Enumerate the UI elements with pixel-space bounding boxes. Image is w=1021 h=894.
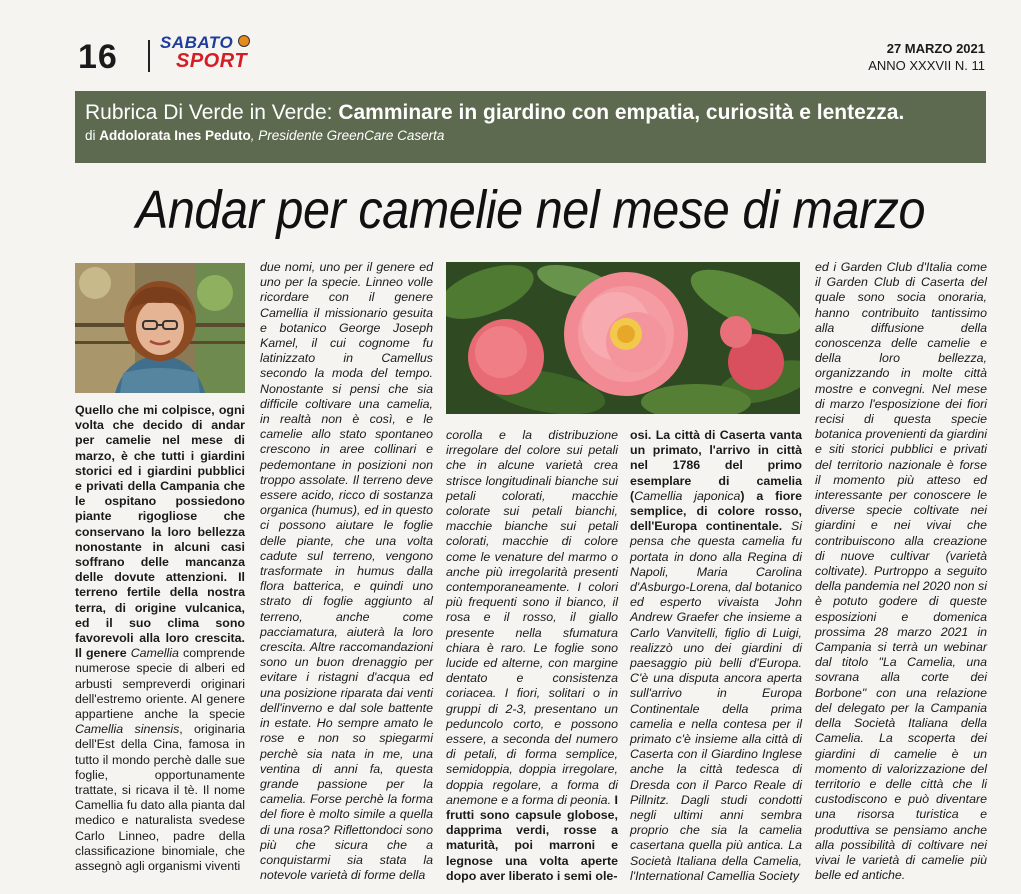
logo-bottom-text: SPORT [176,50,248,72]
article-column-2: due nomi, uno per il genere ed uno per la specie. Linneo volle ricordare con il genere Camellia il missionario gesuita e botanico George Joseph Kamel, il cui cognome fu latinizzato in Camellus secondo la moda del tempo. Nonostante si pensi che sia difficile coltivare una camelia, in realtà non è così, e le camelie allo stato spontaneo crescono in aree collinari e pedemontane in posizioni non troppo assolate. Il terreno deve essere acido, ricco di sostanza organica (humus), ed in questo ci possono aiutare le foglie delle piante, che una volta cadute sul terreno, vengono trasformate in humus dalla flora batterica, e quindi uno strato di foglie aggiunto al terreno, anche come pacciamatura, aiuterà la loro crescita. Altre raccomandazioni sono un buon drenaggio per evitare i ristagni d'acqua ed una posizione riparata dai venti dell'inverno e dal sole battente in estate. Ho sempre amato le rose e non so spiegarmi perchè sia nata in me, una ventina di anni fa, questa grande passione per la camelia. Forse perchè la forma del fiore è molto simile a quella di una rosa? Riflettondoci sono più che sicura che a conquistarmi sia stata la notevole varietà di forme della [260,260,433,883]
logo-top-text: SABATO [160,33,234,52]
rubric-prefix: Rubrica Di Verde in Verde: [85,101,333,124]
col1-species: Camellia sinensis [75,722,180,737]
article-column-3 [446,428,618,884]
portrait-illustration [75,263,245,393]
col4-bold-head: osi. La città di Caserta vanta un primato, l'arrivo in città nel 1786 del primo esemplare di camelia ( [630,428,802,503]
ball-icon [238,35,250,47]
article-headline: Andar per camelie nel mese di marzo [135,180,926,240]
rubric-title-line [85,100,976,126]
rubric-title: Camminare in giardino con empatia, curiosità e lentezza. [338,101,905,124]
byline-role: , Presidente GreenCare Caserta [250,128,445,143]
camellia-illustration [446,262,800,414]
sabato-sport-logo [160,33,256,75]
col4-body: Si pensa che questa camelia fu portata in dono alla Regina di Napoli, Maria Carolina d'Asburgo-Lorena, dal botanico ed esperto vivaista John Andrew Graefer che insieme a Carlo Vanvitelli, figlio di Luigi, realizzò uno dei giardini di paesaggio più belli d'Europa. C'è una disputa ancora aperta sull'arrivo in Europa Continentale della prima camelia e nella contesa per il primato c'è insieme alla città di Caserta con il Giardino Inglese anche la città tedesca di Dresda con il Parco Reale di Pillnitz. Dagli studi condotti negli ultimi anni sembra proprio che sia la camelia casertana quella più antica. La Società Italiana della Camelia, l'International Camellia Society [630,519,802,883]
rubric-banner [75,91,986,163]
col3-body: corolla e la distribuzione irregolare del colore sui petali che in alcune varietà crea strisce longitudinali bianche sui petali colorati, macchie colorate sui petali bianchi, macchie bianche sui petali colorati, macchie di colore come le venature del marmo o anche più irregolarità presenti contemporaneamente. I colori più frequenti sono il bianco, il rosa e il rosso, il giallo presente nella sfumatura chiara è raro. Le foglie sono lucide ed alterne, con margine dentato e consistenza coriacea. I fiori, solitari o in gruppi di 2-3, presentano un peduncolo corto, e possono essere, a seconda del numero di petali, di forma semplice, semidoppia, doppia irregolare, doppia regolare, a forma di anemone e a forma di peonia. [446,428,618,807]
byline-author: Addolorata Ines Peduto [99,128,251,143]
byline [85,128,976,143]
col1-lead-text: Quello che mi colpisce, ogni volta che decido di andar per camelie nel mese di marzo, è che tutti i giardini storici ed i giardini pubblici e privati della Campania che le ospitano possiedono piante rigogliose che conservano la loro bellezza nonostante in alcuni casi soffrano delle mancanza delle dovute attenzioni. Il terreno fertile della nostra terra, di origine vulcanica, ed il suo clima sono favorevoli alla loro crescita. Il genere [75,403,245,661]
article-column-1 [75,403,245,874]
issue-info [868,40,985,74]
issue-number: ANNO XXXVII N. 11 [868,58,985,73]
article-column-5: ed i Garden Club d'Italia come il Garden Club di Caserta del quale sono socia onoraria, hanno contribuito tantissimo alla diffusione della conoscenza delle camelie e della loro bellezza, organizzando in molte città mostre e convegni. Nel mese di marzo l'esposizione dei fiori recisi di questa specie botanica provenienti da giardini e siti storici pubblici e privati del territorio nazionale è forse il momento più atteso ed interessante per conoscere le diverse specie coltivate nei giardini e nei vivai che contribuiscono alla creazione di nuove cultivar (varietà coltivate). Purtroppo a seguito della pandemia nel 2020 non si è potuto godere di queste esposizioni e domenica prossima 28 marzo 2021 in Campania si terrà un webinar dal titolo "La Camelia, una sovrana alla corte dei Borbone" con una relazione del delegato per la Campania della Società Italiana della Camelia. La scoperta dei giardini di camelie è un momento di valorizzazione del territorio e delle città che li custodiscono e può diventare una risorsa turistica e produttiva se pensiamo anche alla possibilità di coltivare nei vivai le varietà di camelie più belle ed antiche. [815,260,987,883]
col1-tail: , originaria dell'Est della Cina, famosa in tutto il mondo perchè dalle sue foglie, opportunamente trattate, si ricava il tè. Il nome Camellia fu dato alla pianta dal medico e naturalista svedese Carlo Linneo, padre della classificazione binomiale, che assegnò agli organismi viventi [75,722,245,874]
col4-bold-mid: ) a fiore semplice, di colore rosso, dell'Europa continentale. [630,488,802,534]
col3-bold-tail: I frutti sono capsule globose, dapprima verdi, rosse a maturità, poi marroni e legnose una volta aperte dopo aver liberato i semi ole- [446,792,618,883]
byline-di: di [85,128,96,143]
author-portrait-photo [75,263,245,393]
article-column-4 [630,428,802,884]
page-number: 16 [78,38,118,76]
col4-species: Camellia japonica [634,488,741,503]
col1-genus: Camellia [130,646,179,661]
camellia-photo [446,262,800,414]
issue-date: 27 MARZO 2021 [886,41,985,56]
masthead-divider [148,40,150,72]
col1-body: comprende numerose specie di alberi ed arbusti sempreverdi originari dell'estremo oriente. Al genere appartiene anche la specie [75,646,245,722]
